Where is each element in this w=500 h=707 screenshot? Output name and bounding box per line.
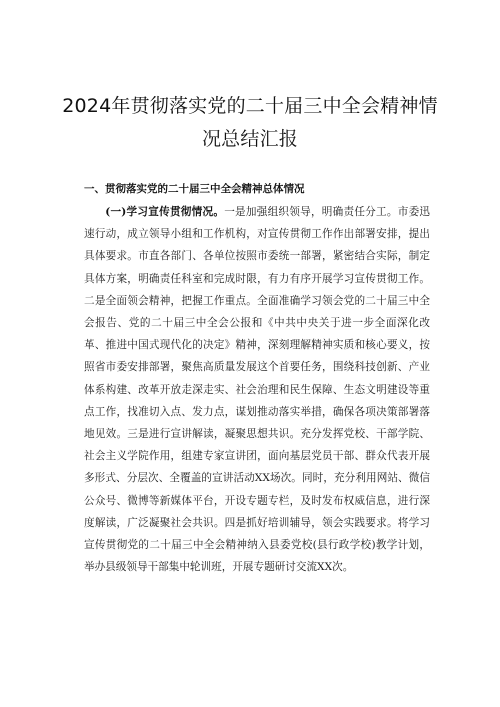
paragraph-body: 一是加强组织领导，明确责任分工。市委迅速行动，成立领导小组和工作机构，对宣传贯彻工作作出部署安排，提出具体要求。市直各部门、各单位按照市委统一部署，紧密结合实际，制定具体方案，明确责任科室和完成时限，有力有序开展学习宣传贯彻工作。二是全面领会精神，把握工作重点。全面准确学习领会党的二十届三中全会报告、党的二十届三中全会公报和《中共中央关于进一步全面深化改革、推进中国式现代化的决定》精神，深刻理解精神实质和核心要义，按照省市委安排部署，聚焦高质量发展这个首要任务，围绕科技创新、产业体系构建、改革开放走深走实、社会治理和民生保障、生态文明建设等重点工作，找准切入点、发力点，谋划推动落实举措，确保各项决策部署落地见效。三是进行宣讲解读，凝聚思想共识。充分发挥党校、干部学院、社会主义学院作用，组建专家宣讲团，面向基层党员干部、群众代表开展多形式、分层次、全覆盖的宣讲活动XX场次。同时，充分利用网站、微信公众号、微博等新媒体平台，开设专题专栏，及时发布权威信息，进行深度解读，广泛凝聚社会共识。四是抓好培训辅导，领会实践要求。将学习宣传贯彻党的二十届三中全会精神纳入县委党校(县行政学校)教学计划，举办县级领导干部集中轮训班，开展专题研讨交流XX次。 xyxy=(84,206,431,574)
subsection-heading: (一)学习宣传贯彻情况。 xyxy=(105,206,225,218)
section-heading: 一、贯彻落实党的二十届三中全会精神总体情况 xyxy=(84,183,305,195)
section-paragraph xyxy=(84,201,430,578)
document-title: 2024年贯彻落实党的二十届三中全会精神情况总结汇报 xyxy=(62,95,438,150)
